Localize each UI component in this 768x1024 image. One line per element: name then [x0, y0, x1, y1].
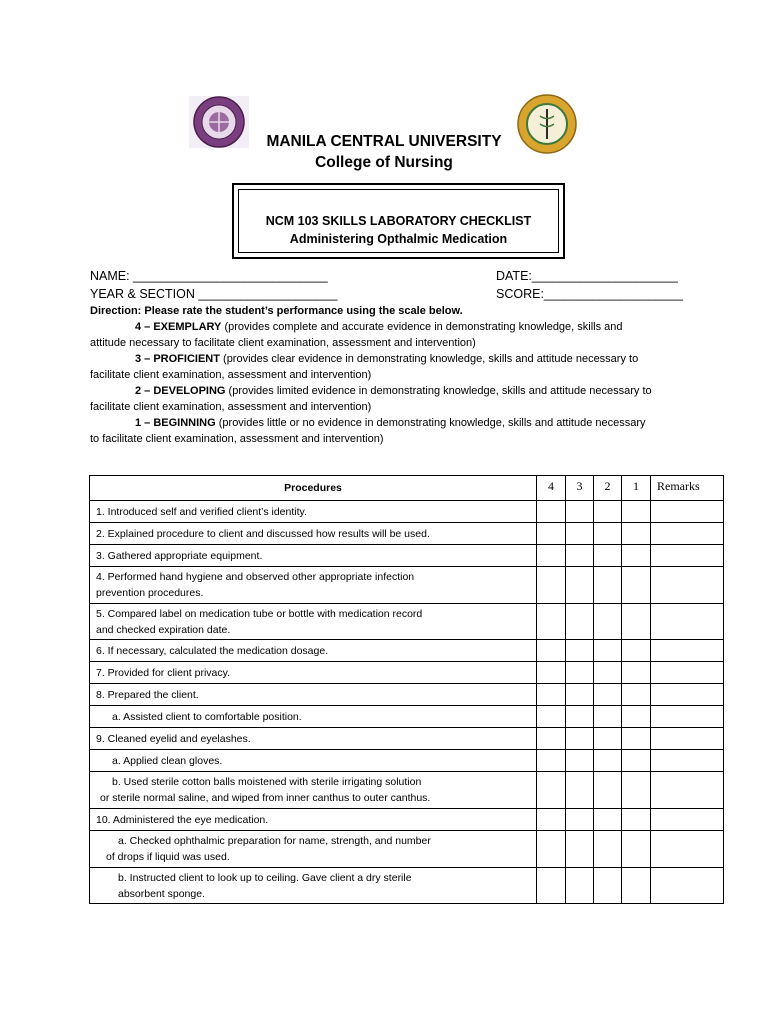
- procedure-cell: [90, 501, 537, 523]
- procedure-text: 4. Performed hand hygiene and observed other appropriate infection: [96, 571, 415, 583]
- table-row: [90, 706, 724, 728]
- score-3-cell[interactable]: [566, 523, 594, 545]
- score-2-cell[interactable]: [594, 684, 622, 706]
- score-4-cell[interactable]: [537, 868, 566, 904]
- procedure-text-cont: and checked expiration date.: [96, 623, 231, 636]
- score-2-cell[interactable]: [594, 750, 622, 772]
- procedure-text: 5. Compared label on medication tube or bottle with medication record: [96, 607, 423, 620]
- procedure-text-cont: absorbent sponge.: [118, 887, 205, 900]
- table-row: [90, 728, 724, 750]
- university-name: MANILA CENTRAL UNIVERSITY: [266, 133, 502, 150]
- direction-heading: Direction: Please rate the student’s performance using the scale below.: [90, 305, 463, 317]
- procedure-text: 1. Introduced self and verified client’s identity.: [96, 505, 307, 518]
- year-section-field[interactable]: YEAR & SECTION ____________________: [90, 287, 338, 301]
- procedure-text: 9. Cleaned eyelid and eyelashes.: [96, 732, 251, 745]
- score-2-cell[interactable]: [594, 662, 622, 684]
- procedure-text: a. Assisted client to comfortable position.: [112, 710, 302, 723]
- table-row: [90, 868, 724, 904]
- score-3-cell[interactable]: [566, 750, 594, 772]
- remarks-cell[interactable]: [651, 604, 724, 640]
- score-4-cell[interactable]: [537, 772, 566, 809]
- procedure-cell: [90, 604, 537, 640]
- score-4-cell[interactable]: [537, 684, 566, 706]
- score-3-cell[interactable]: [566, 604, 594, 640]
- procedure-cell: [90, 772, 537, 809]
- procedure-cell: [90, 684, 537, 706]
- score-1-cell[interactable]: [622, 831, 651, 868]
- procedure-text: 3. Gathered appropriate equipment.: [96, 549, 263, 562]
- score-4-cell[interactable]: [537, 523, 566, 545]
- scale-item-cont: facilitate client examination, assessment and intervention): [90, 369, 372, 381]
- score-2-cell[interactable]: [594, 640, 622, 662]
- score-3-cell[interactable]: [566, 809, 594, 831]
- score-3-cell[interactable]: [566, 501, 594, 523]
- score-4-cell[interactable]: [537, 545, 566, 567]
- score-4-cell[interactable]: [537, 706, 566, 728]
- score-4-cell[interactable]: [537, 640, 566, 662]
- procedures-header: Procedures: [90, 476, 537, 501]
- score-3-cell[interactable]: [566, 868, 594, 904]
- score-field[interactable]: SCORE:____________________: [496, 287, 683, 301]
- rating-directions: [90, 303, 690, 447]
- score-4-cell[interactable]: [537, 604, 566, 640]
- score-2-cell[interactable]: [594, 523, 622, 545]
- score-3-cell[interactable]: [566, 728, 594, 750]
- score-1-cell[interactable]: [622, 809, 651, 831]
- score-1-cell[interactable]: [622, 545, 651, 567]
- table-row: [90, 831, 724, 868]
- table-row: [90, 750, 724, 772]
- table-row: [90, 640, 724, 662]
- remarks-cell[interactable]: [651, 523, 724, 545]
- score-1-cell[interactable]: [622, 640, 651, 662]
- score-3-cell[interactable]: [566, 684, 594, 706]
- table-row: [90, 567, 724, 604]
- score-1-cell[interactable]: [622, 706, 651, 728]
- procedure-text-cont: or sterile normal saline, and wiped from inner canthus to outer canthus.: [100, 792, 431, 804]
- remarks-cell[interactable]: [651, 567, 724, 604]
- score-2-cell[interactable]: [594, 772, 622, 809]
- score-1-cell[interactable]: [622, 728, 651, 750]
- remarks-cell[interactable]: [651, 706, 724, 728]
- score-2-header: 2: [594, 476, 622, 501]
- procedure-cell: [90, 868, 537, 904]
- remarks-cell[interactable]: [651, 809, 724, 831]
- table-row: [90, 809, 724, 831]
- score-3-header: 3: [566, 476, 594, 501]
- procedure-cell: [90, 523, 537, 545]
- table-row: [90, 523, 724, 545]
- procedure-cell: [90, 728, 537, 750]
- remarks-cell[interactable]: [651, 545, 724, 567]
- checklist-title-box: [232, 183, 565, 259]
- score-4-cell[interactable]: [537, 809, 566, 831]
- scale-item-cont: to facilitate client examination, assessment and intervention): [90, 433, 384, 445]
- procedure-cell: [90, 706, 537, 728]
- score-1-header: 1: [622, 476, 651, 501]
- procedure-cell: [90, 809, 537, 831]
- remarks-cell[interactable]: [651, 750, 724, 772]
- score-3-cell[interactable]: [566, 772, 594, 809]
- table-row: [90, 684, 724, 706]
- score-3-cell[interactable]: [566, 706, 594, 728]
- table-row: [90, 604, 724, 640]
- procedure-text: b. Used sterile cotton balls moistened with sterile irrigating solution: [112, 776, 422, 788]
- procedure-text: b. Instructed client to look up to ceiling. Gave client a dry sterile: [118, 871, 412, 884]
- score-4-cell[interactable]: [537, 567, 566, 604]
- score-2-cell[interactable]: [594, 809, 622, 831]
- table-row: [90, 772, 724, 809]
- score-3-cell[interactable]: [566, 640, 594, 662]
- procedure-text: a. Applied clean gloves.: [112, 754, 223, 767]
- procedure-text-cont: prevention procedures.: [96, 587, 204, 599]
- checklist-title: NCM 103 SKILLS LABORATORY CHECKLIST: [265, 214, 532, 228]
- checklist-subtitle: Administering Opthalmic Medication: [289, 232, 508, 246]
- score-3-cell[interactable]: [566, 545, 594, 567]
- procedure-cell: [90, 567, 537, 604]
- procedure-cell: [90, 640, 537, 662]
- score-2-cell[interactable]: [594, 706, 622, 728]
- procedure-text: 6. If necessary, calculated the medication dosage.: [96, 644, 329, 657]
- score-1-cell[interactable]: [622, 868, 651, 904]
- score-4-cell[interactable]: [537, 831, 566, 868]
- score-2-cell[interactable]: [594, 545, 622, 567]
- scale-item: 2 – DEVELOPING (provides limited evidence in demonstrating knowledge, skills and attitude necessary to: [135, 385, 652, 397]
- table-row: [90, 545, 724, 567]
- score-1-cell[interactable]: [622, 501, 651, 523]
- score-2-cell[interactable]: [594, 501, 622, 523]
- procedure-text: 2. Explained procedure to client and discussed how results will be used.: [96, 527, 430, 540]
- date-field[interactable]: DATE:_____________________: [496, 269, 678, 283]
- remarks-cell[interactable]: [651, 728, 724, 750]
- scale-item: 1 – BEGINNING (provides little or no evidence in demonstrating knowledge, skills and attitude necessary: [135, 417, 646, 429]
- score-1-cell[interactable]: [622, 750, 651, 772]
- score-2-cell[interactable]: [594, 728, 622, 750]
- score-2-cell[interactable]: [594, 868, 622, 904]
- checklist-table: [89, 475, 724, 904]
- remarks-cell[interactable]: [651, 684, 724, 706]
- remarks-cell[interactable]: [651, 662, 724, 684]
- scale-item-cont: attitude necessary to facilitate client examination, assessment and intervention): [90, 337, 476, 349]
- name-field[interactable]: NAME: ____________________________: [90, 269, 328, 283]
- scale-item-cont: facilitate client examination, assessment and intervention): [90, 401, 372, 413]
- score-1-cell[interactable]: [622, 604, 651, 640]
- procedure-text: 10. Administered the eye medication.: [96, 813, 269, 826]
- scale-item: 4 – EXEMPLARY (provides complete and accurate evidence in demonstrating knowledge, skills and: [135, 321, 623, 333]
- procedure-cell: [90, 750, 537, 772]
- score-3-cell[interactable]: [566, 567, 594, 604]
- score-1-cell[interactable]: [622, 684, 651, 706]
- procedure-text: a. Checked ophthalmic preparation for name, strength, and number: [118, 835, 431, 847]
- remarks-header: Remarks: [651, 476, 724, 501]
- score-1-cell[interactable]: [622, 772, 651, 809]
- score-3-cell[interactable]: [566, 831, 594, 868]
- procedure-cell: [90, 545, 537, 567]
- procedure-text: 7. Provided for client privacy.: [96, 666, 231, 679]
- scale-item: 3 – PROFICIENT (provides clear evidence in demonstrating knowledge, skills and attitude necessary to: [135, 353, 639, 365]
- score-4-cell[interactable]: [537, 662, 566, 684]
- procedure-cell: [90, 662, 537, 684]
- institution-header: [0, 132, 768, 174]
- procedure-cell: [90, 831, 537, 868]
- remarks-cell[interactable]: [651, 868, 724, 904]
- remarks-cell[interactable]: [651, 501, 724, 523]
- remarks-cell[interactable]: [651, 831, 724, 868]
- procedure-text-cont: of drops if liquid was used.: [106, 851, 230, 863]
- procedure-text: 8. Prepared the client.: [96, 688, 199, 701]
- score-3-cell[interactable]: [566, 662, 594, 684]
- table-row: [90, 501, 724, 523]
- score-1-cell[interactable]: [622, 567, 651, 604]
- score-2-cell[interactable]: [594, 567, 622, 604]
- remarks-cell[interactable]: [651, 640, 724, 662]
- score-4-cell[interactable]: [537, 501, 566, 523]
- score-1-cell[interactable]: [622, 662, 651, 684]
- score-4-cell[interactable]: [537, 750, 566, 772]
- score-4-header: 4: [537, 476, 566, 501]
- table-header-row: [90, 476, 724, 501]
- score-2-cell[interactable]: [594, 831, 622, 868]
- score-2-cell[interactable]: [594, 604, 622, 640]
- table-row: [90, 662, 724, 684]
- score-4-cell[interactable]: [537, 728, 566, 750]
- remarks-cell[interactable]: [651, 772, 724, 809]
- college-name: College of Nursing: [315, 154, 453, 171]
- score-1-cell[interactable]: [622, 523, 651, 545]
